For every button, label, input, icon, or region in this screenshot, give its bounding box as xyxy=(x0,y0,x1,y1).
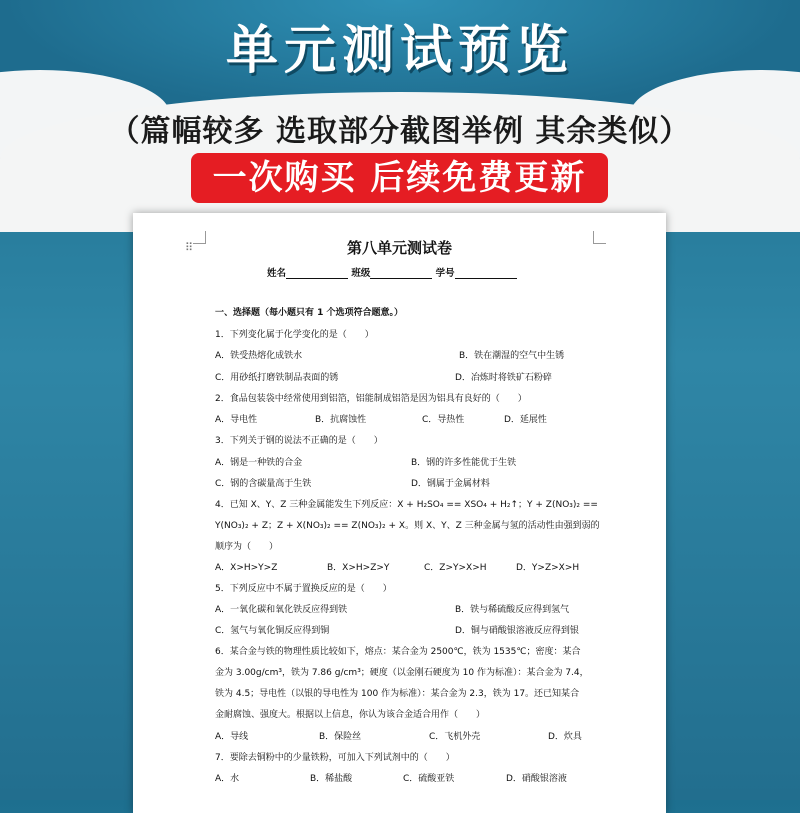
class-blank[interactable] xyxy=(370,268,432,279)
question-6-line3: 铁为 4.5；导电性（以银的导电性为 100 作为标准）：某合金为 2.3，铁为 17。还已知某合 xyxy=(215,689,580,699)
question-5: 5．下列反应中不属于置换反应的是（ ） xyxy=(215,584,392,594)
option-2a: A．导电性 xyxy=(215,415,258,425)
option-7b: B．稀盐酸 xyxy=(310,774,353,784)
option-6d: D．炊具 xyxy=(548,732,582,742)
option-5a: A．一氧化碳和氧化铁反应得到铁 xyxy=(215,605,348,615)
option-4a: A．X>H>Y>Z xyxy=(215,563,278,573)
question-4-line3: 顺序为（ ） xyxy=(215,542,279,552)
question-6-line4: 金耐腐蚀、强度大。根据以上信息，你认为该合金适合用作（ ） xyxy=(215,710,486,720)
option-6c: C．飞机外壳 xyxy=(429,732,481,742)
option-7c: C．硫酸亚铁 xyxy=(403,774,455,784)
question-2: 2．食品包装袋中经常使用到铝箔，铝能制成铝箔是因为铝具有良好的（ ） xyxy=(215,394,527,404)
question-7: 7．要除去铜粉中的少量铁粉，可加入下列试剂中的（ ） xyxy=(215,753,455,763)
option-3d: D．钢属于金属材料 xyxy=(411,479,490,489)
question-1: 1．下列变化属于化学变化的是（ ） xyxy=(215,330,374,340)
option-7a: A．水 xyxy=(215,774,240,784)
option-5b: B．铁与稀硫酸反应得到氢气 xyxy=(455,605,570,615)
option-3a: A．钢是一种铁的合金 xyxy=(215,458,303,468)
option-6b: B．保险丝 xyxy=(319,732,362,742)
option-1b: B．铁在潮湿的空气中生锈 xyxy=(459,351,565,361)
option-4b: B．X>H>Z>Y xyxy=(327,563,390,573)
drag-handle-icon[interactable]: ⠿ xyxy=(185,241,194,254)
option-7d: D．硝酸银溶液 xyxy=(506,774,567,784)
document-page xyxy=(133,213,666,813)
option-5d: D．铜与硝酸银溶液反应得到银 xyxy=(455,626,579,636)
option-4c: C．Z>Y>X>H xyxy=(424,563,487,573)
name-label: 姓名 xyxy=(267,268,287,279)
question-6-line1: 6．某合金与铁的物理性质比较如下，熔点：某合金为 2500℃，铁为 1535℃；密度：某合 xyxy=(215,647,581,657)
question-4-line1: 4．已知 X、Y、Z 三种金属能发生下列反应：X + H₂SO₄ == XSO₄ + H₂↑；Y + Z(NO₃)₂ == xyxy=(215,500,598,510)
class-label: 班级 xyxy=(351,268,371,279)
question-3: 3．下列关于钢的说法不正确的是（ ） xyxy=(215,436,383,446)
option-2b: B．抗腐蚀性 xyxy=(315,415,367,425)
banner-title: 单元测试预览 xyxy=(225,21,574,81)
id-label: 学号 xyxy=(435,268,455,279)
option-5c: C．氢气与氧化铜反应得到铜 xyxy=(215,626,330,636)
doc-title: 第八单元测试卷 xyxy=(346,239,452,257)
option-3b: B．钢的许多性能优于生铁 xyxy=(411,458,517,468)
option-4d: D．Y>Z>X>H xyxy=(516,563,580,573)
student-info-line xyxy=(267,265,517,279)
option-1c: C．用砂纸打磨铁制品表面的锈 xyxy=(215,373,339,383)
option-1a: A．铁受热熔化成铁水 xyxy=(215,351,303,361)
option-2c: C．导热性 xyxy=(422,415,465,425)
purchase-button[interactable]: 一次购买 后续免费更新 xyxy=(191,153,608,203)
question-4-line2: Y(NO₃)₂ + Z；Z + X(NO₃)₂ == Z(NO₃)₂ + X。则 X、Y、Z 三种金属与氢的活动性由强到弱的 xyxy=(215,521,600,531)
name-blank[interactable] xyxy=(286,268,348,279)
option-3c: C．钢的含碳量高于生铁 xyxy=(215,479,312,489)
option-2d: D．延展性 xyxy=(504,415,547,425)
id-blank[interactable] xyxy=(455,268,517,279)
option-1d: D．冶炼时将铁矿石粉碎 xyxy=(455,373,552,383)
banner-subtitle: （篇幅较多 选取部分截图举例 其余类似） xyxy=(109,114,691,149)
section-heading: 一、选择题（每小题只有 1 个选项符合题意。） xyxy=(215,308,404,318)
question-6-line2: 金为 3.00g/cm³，铁为 7.86 g/cm³；硬度（以金刚石硬度为 10 作为标准）：某合金为 7.4， xyxy=(215,668,589,678)
option-6a: A．导线 xyxy=(215,732,249,742)
